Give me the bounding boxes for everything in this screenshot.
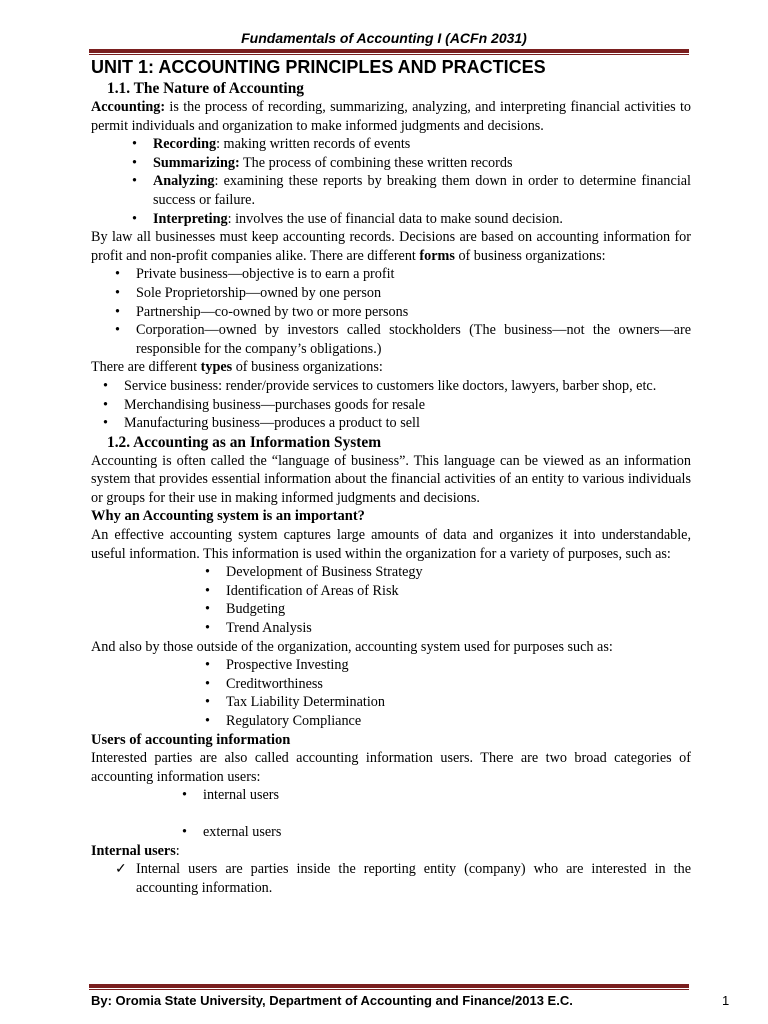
list-item (205, 693, 691, 712)
types-text-end: of business organizations: (232, 359, 383, 376)
bullet-icon: • (115, 322, 120, 339)
law-bold-term: forms (419, 247, 455, 264)
user-types-list (91, 786, 691, 841)
information-system-paragraph: Accounting is often called the “language of business”. This language can be viewed as an information system that provides essential information about the financial activities of an entity to various individuals or groups for their use in making informed judgments and decisions. (91, 452, 691, 506)
list-item (182, 786, 691, 805)
list-item-text: Corporation—owned by investors called stockholders (The business—not the owners—are responsible for the company’s obligations.) (136, 322, 691, 357)
bullet-icon: • (205, 564, 210, 581)
internal-users-list (91, 860, 691, 897)
list-item-text: Creditworthiness (226, 675, 323, 692)
document-header-title: Fundamentals of Accounting I (ACFn 2031) (241, 30, 527, 46)
list-item (182, 823, 691, 842)
internal-users-heading-text: Internal users (91, 842, 176, 859)
section-heading-1-2: 1.2. Accounting as an Information System (107, 433, 382, 451)
list-item (205, 712, 691, 731)
list-item (115, 860, 691, 897)
list-item-text: Service business: render/provide services to customers like doctors, lawyers, barber shop, etc. (124, 377, 657, 394)
bullet-icon: • (132, 136, 137, 153)
why-important-paragraph: An effective accounting system captures large amounts of data and organizes it into understandable, useful information. This information is used within the organization for a variety of purposes, such as: (91, 527, 691, 562)
types-paragraph (91, 358, 691, 377)
list-item-text: Budgeting (226, 601, 286, 618)
bullet-icon: • (103, 396, 108, 413)
list-item (132, 135, 691, 154)
list-item-text: Internal users are parties inside the reporting entity (company) who are interested in the accounting information. (136, 861, 691, 896)
bullet-icon: • (182, 823, 187, 840)
bullet-icon: • (205, 713, 210, 729)
bullet-icon: • (103, 377, 108, 394)
list-item (205, 563, 691, 582)
footer-text: By: Oromia State University, Department of Accounting and Finance/2013 E.C. (91, 993, 573, 1008)
step-text: : involves the use of financial data to make sound decision. (227, 210, 563, 227)
bullet-icon: • (103, 415, 108, 432)
list-item (103, 414, 691, 433)
list-item-text: Prospective Investing (226, 657, 349, 674)
list-item (132, 154, 691, 173)
list-item (205, 656, 691, 675)
list-item-text: external users (203, 823, 282, 840)
list-item (205, 600, 691, 619)
list-item-text: Trend Analysis (226, 620, 312, 637)
list-item (103, 396, 691, 415)
list-item-text: Development of Business Strategy (226, 564, 423, 581)
list-item (132, 210, 691, 229)
list-item-text: Partnership—co-owned by two or more persons (136, 303, 409, 320)
step-text: : making written records of events (216, 136, 411, 153)
law-paragraph (91, 228, 691, 265)
accounting-definition (91, 98, 691, 135)
list-item (205, 582, 691, 601)
list-item-text: Tax Liability Determination (226, 694, 385, 711)
internal-purposes-list (91, 563, 691, 637)
step-term: Summarizing: (153, 154, 240, 171)
users-paragraph: Interested parties are also called accounting information users. There are two broad categories of accounting information users: (91, 750, 691, 785)
spacer (203, 805, 691, 823)
list-item-text: internal users (203, 787, 280, 804)
list-item (115, 303, 691, 322)
outside-paragraph: And also by those outside of the organization, accounting system used for purposes such as: (91, 638, 613, 655)
list-item-text: Private business—objective is to earn a profit (136, 266, 395, 283)
law-text: By law all businesses must keep accounting records. Decisions are based on accounting information for profit and non-profit companies alike. There are different (91, 229, 691, 264)
step-text: The process of combining these written records (239, 154, 513, 171)
internal-users-heading (91, 842, 691, 861)
bullet-icon: • (205, 582, 210, 599)
list-item-text: Regulatory Compliance (226, 713, 362, 729)
bullet-icon: • (205, 657, 210, 674)
step-term: Analyzing (153, 173, 215, 190)
bullet-icon: • (132, 173, 137, 190)
list-item (115, 284, 691, 303)
bullet-icon: • (205, 601, 210, 618)
list-item-text: Sole Proprietorship—owned by one person (136, 284, 382, 301)
section-heading-1-1: 1.1. The Nature of Accounting (107, 80, 304, 97)
footer-rule (89, 984, 689, 990)
bullet-icon: • (132, 154, 137, 171)
list-item (205, 619, 691, 638)
bullet-icon: • (132, 210, 137, 227)
unit-title: UNIT 1: ACCOUNTING PRINCIPLES AND PRACTICES (91, 57, 546, 77)
heading-colon: : (175, 842, 180, 859)
list-item (132, 172, 691, 209)
step-term: Recording (153, 136, 217, 153)
list-item (115, 321, 691, 358)
list-item-text: Manufacturing business—produces a product to sell (124, 415, 420, 432)
page-number: 1 (722, 993, 730, 1008)
users-heading: Users of accounting information (91, 731, 291, 748)
checkmark-icon: ✓ (115, 861, 127, 878)
business-types-list (91, 377, 691, 433)
list-item-text: Merchandising business—purchases goods for resale (124, 396, 426, 413)
definition-term: Accounting: (91, 99, 166, 115)
types-text: There are different (91, 359, 201, 376)
list-item (205, 675, 691, 694)
list-item-text: Identification of Areas of Risk (226, 582, 399, 599)
bullet-icon: • (115, 266, 120, 283)
external-purposes-list (91, 656, 691, 730)
bullet-icon: • (205, 620, 210, 637)
bullet-icon: • (205, 675, 210, 692)
bullet-icon: • (182, 787, 187, 804)
business-forms-list (91, 265, 691, 358)
why-important-heading: Why an Accounting system is an important? (91, 508, 365, 525)
step-term: Interpreting (153, 210, 228, 227)
accounting-steps-list (91, 135, 691, 228)
list-item (115, 265, 691, 284)
list-item (103, 377, 691, 396)
bullet-icon: • (115, 284, 120, 301)
types-bold-term: types (200, 359, 233, 376)
law-text-end: of business organizations: (454, 247, 606, 264)
bullet-icon: • (205, 694, 210, 711)
page-content (91, 55, 691, 897)
definition-text: is the process of recording, summarizing, analyzing, and interpreting financial activities to permit individuals and organization to make informed judgments and decisions. (91, 99, 691, 134)
step-text: : examining these reports by breaking them down in order to determine financial success or failure. (153, 173, 691, 208)
bullet-icon: • (115, 303, 120, 320)
